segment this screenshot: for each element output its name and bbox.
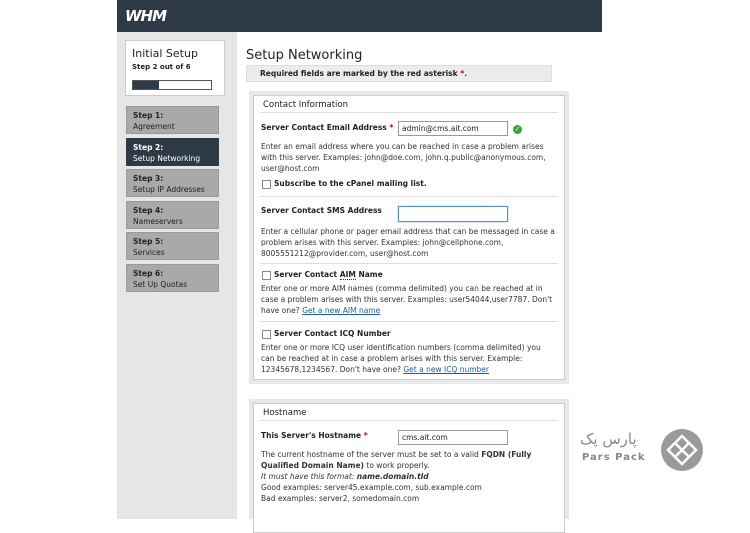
divider bbox=[260, 263, 558, 264]
icq-abbr: ICQ bbox=[339, 329, 355, 338]
desc-line: Enter one or more ICQ user identification numbers (comma delimited) you bbox=[261, 343, 541, 352]
step-label: Services bbox=[133, 248, 165, 257]
aim-label bbox=[274, 270, 383, 279]
aim-checkbox[interactable] bbox=[262, 271, 271, 280]
step-2[interactable] bbox=[126, 138, 219, 166]
step-counter: Step 2 out of 6 bbox=[132, 63, 191, 71]
aim-label-post: Name bbox=[355, 270, 383, 279]
hostname-label-text: This Server's Hostname bbox=[261, 431, 362, 440]
icq-checkbox[interactable] bbox=[262, 330, 271, 339]
hostname-section-title: Hostname bbox=[263, 408, 307, 418]
desc-text: have one? bbox=[261, 306, 300, 315]
watermark-fa: پارس پک bbox=[580, 430, 637, 448]
step-label: Setup IP Addresses bbox=[133, 185, 205, 194]
step-label: Nameservers bbox=[133, 216, 183, 226]
sms-field[interactable] bbox=[398, 206, 508, 222]
desc-line: user@host.com bbox=[261, 164, 320, 173]
email-label bbox=[261, 123, 393, 132]
divider bbox=[260, 420, 558, 421]
desc-line: Enter a cellular phone or pager email address that can be messaged in case a bbox=[261, 227, 555, 236]
icq-description bbox=[261, 342, 557, 375]
get-aim-link[interactable]: Get a new AIM name bbox=[302, 306, 381, 315]
desc-line bbox=[261, 460, 557, 471]
desc-line bbox=[261, 449, 557, 460]
required-note-text: Required fields are marked by the red asterisk bbox=[260, 69, 458, 78]
step-5[interactable] bbox=[126, 232, 219, 260]
parspack-watermark bbox=[580, 428, 710, 472]
progress-bar bbox=[132, 80, 212, 90]
hostname-description bbox=[261, 449, 557, 504]
icq-label-pre: Server Contact bbox=[274, 329, 340, 338]
get-icq-link[interactable]: Get a new ICQ number bbox=[403, 365, 489, 374]
setup-title: Initial Setup bbox=[132, 47, 198, 60]
desc-line-with-link bbox=[261, 364, 557, 375]
desc-line: Enter one or more AIM names (comma delimited) you can be reached at in bbox=[261, 284, 543, 293]
format-example: name.domain.tld bbox=[356, 472, 429, 481]
setup-progress-box bbox=[125, 40, 225, 96]
email-description bbox=[261, 141, 557, 174]
aim-description bbox=[261, 283, 557, 316]
desc-line: Good examples: server45.example.com, sub.example.com bbox=[261, 483, 482, 492]
step-num: Step 5: bbox=[133, 237, 164, 246]
step-num: Step 3: bbox=[133, 174, 164, 183]
desc-line: can be reached at in case a problem arises with this server. Example: bbox=[261, 354, 523, 363]
hostname-panel-body bbox=[253, 403, 565, 533]
required-star: * bbox=[363, 431, 368, 440]
desc-line bbox=[261, 471, 557, 482]
fqdn-bold: FQDN (Fully bbox=[481, 450, 532, 459]
icq-label-post: Number bbox=[354, 329, 391, 338]
required-star: * bbox=[389, 123, 394, 132]
step-label: Setup Networking bbox=[133, 153, 201, 163]
desc-line: 8005551212@provider.com, user@host.com bbox=[261, 249, 429, 258]
fqdn-bold: Qualified Domain Name) bbox=[261, 461, 364, 470]
top-bar bbox=[117, 0, 602, 32]
step-num: Step 6: bbox=[133, 268, 164, 278]
divider bbox=[260, 112, 558, 113]
page-title: Setup Networking bbox=[246, 48, 363, 63]
subscribe-label: Subscribe to the cPanel mailing list. bbox=[274, 179, 427, 188]
desc-line: with this server. Examples: john@doe.com, john.q.public@anonymous.com, bbox=[261, 153, 546, 162]
desc-text: 12345678,1234567. Don't have one? bbox=[261, 365, 401, 374]
step-num: Step 4: bbox=[133, 205, 164, 215]
divider bbox=[260, 321, 558, 322]
divider bbox=[260, 196, 558, 197]
progress-fill bbox=[133, 81, 159, 89]
desc-line: Bad examples: server2, somedomain.com bbox=[261, 494, 420, 503]
format-note: It must have this format: bbox=[261, 472, 355, 481]
aim-abbr: AIM bbox=[339, 270, 356, 279]
desc-text: The current hostname of the server must be set to a valid bbox=[261, 450, 479, 459]
step-label: Agreement bbox=[133, 122, 175, 131]
sms-label: Server Contact SMS Address bbox=[261, 206, 382, 215]
step-1[interactable] bbox=[126, 106, 219, 134]
main-content bbox=[246, 48, 556, 78]
aim-label-pre: Server Contact bbox=[274, 270, 340, 279]
valid-check-icon: ✓ bbox=[514, 125, 521, 133]
desc-line: case a problem arises with this server. Examples: user54044,user7787. Don't bbox=[261, 295, 553, 304]
contact-panel-body bbox=[253, 95, 565, 380]
step-label: Set Up Quotas bbox=[133, 279, 188, 289]
sms-description bbox=[261, 226, 557, 259]
step-6[interactable] bbox=[126, 264, 219, 292]
step-4[interactable] bbox=[126, 201, 219, 229]
contact-panel bbox=[249, 91, 569, 384]
required-note bbox=[246, 65, 552, 82]
sidebar bbox=[117, 32, 237, 519]
hostname-panel bbox=[249, 399, 569, 519]
contact-section-title: Contact Information bbox=[263, 100, 348, 110]
desc-text: to work properly. bbox=[366, 461, 430, 470]
desc-line: problem arises with this server. Examples: john@cellphone.com, bbox=[261, 238, 504, 247]
step-num: Step 1: bbox=[133, 111, 164, 120]
desc-line-with-link bbox=[261, 305, 557, 316]
subscribe-checkbox[interactable] bbox=[262, 180, 271, 189]
step-num: Step 2: bbox=[133, 142, 164, 152]
whm-logo[interactable]: WHM bbox=[125, 7, 167, 25]
required-star: *. bbox=[460, 69, 468, 78]
email-field[interactable] bbox=[398, 121, 508, 136]
email-label-text: Server Contact Email Address bbox=[261, 123, 387, 132]
desc-line: Enter an email address where you can be reached in case a problem arises bbox=[261, 142, 544, 151]
step-list bbox=[126, 106, 219, 295]
watermark-en: Pars Pack bbox=[582, 452, 646, 463]
icq-label bbox=[274, 329, 391, 338]
hostname-label bbox=[261, 431, 368, 440]
hostname-field[interactable] bbox=[398, 430, 508, 445]
parspack-logo-icon bbox=[660, 428, 704, 472]
step-3[interactable] bbox=[126, 169, 219, 197]
